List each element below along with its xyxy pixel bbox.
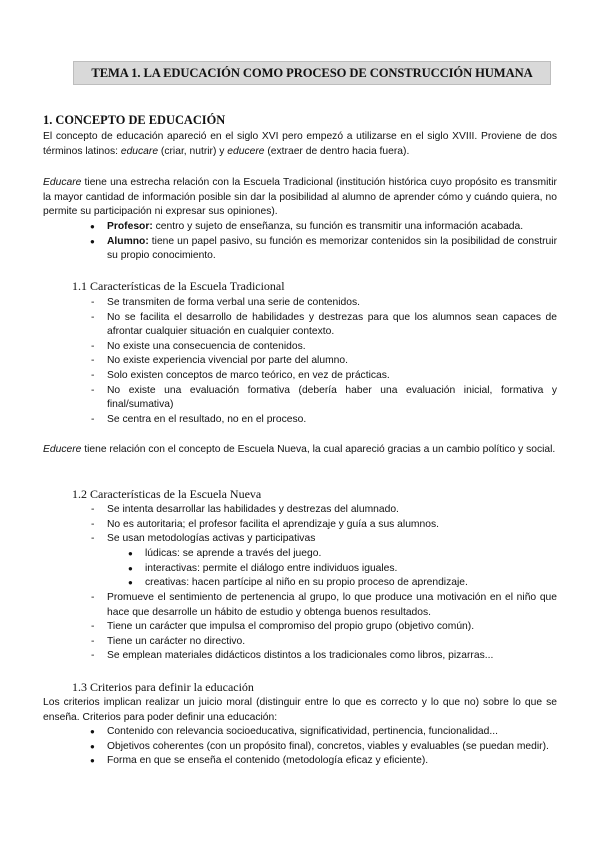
list-item: - Se intenta desarrollar las habilidades y destrezas del alumnado.: [107, 503, 557, 518]
section-heading-1: 1. CONCEPTO DE EDUCACIÓN: [43, 113, 226, 127]
new-school-list-a: [107, 503, 557, 547]
list-item: ● interactivas: permite el diálogo entre individuos iguales.: [145, 562, 557, 577]
traditional-school-list: [107, 296, 557, 427]
section-heading-1-1: 1.1 Características de la Escuela Tradicional: [72, 279, 285, 293]
criteria-intro: Los criterios implican realizar un juicio moral (distinguir entre lo que es correcto y lo que no) sobre lo que se enseña. Criterios para poder definir una educación:: [43, 697, 557, 723]
list-item: - Tiene un carácter no directivo.: [107, 635, 557, 650]
educare-paragraph: Educare tiene una estrecha relación con la Escuela Tradicional (institución histórica cuyo propósito es transmitir la mayor cantidad de información posible sin dar la posibilidad al alumno de aprender cómo y cuándo quiera, no permite su participación ni expresar sus opiniones).: [43, 177, 557, 218]
list-item: ● Contenido con relevancia socioeducativa, significatividad, pertinencia, funcionalidad...: [107, 725, 557, 740]
list-item: ● Forma en que se enseña el contenido (metodología eficaz y eficiente).: [107, 754, 557, 769]
list-item: - Promueve el sentimiento de pertenencia al grupo, lo que produce una motivación en el niño que hace que desarrolle un hábito de estudio y obtenga buenos resultados.: [107, 591, 557, 620]
methodologies-sublist: [145, 547, 557, 591]
section-heading-1-2: 1.2 Características de la Escuela Nueva: [72, 487, 262, 501]
list-item: - Se emplean materiales didácticos distintos a los tradicionales como libros, pizarras...: [107, 649, 557, 664]
list-item: ● creativas: hacen partícipe al niño en su propio proceso de aprendizaje.: [145, 576, 557, 591]
list-item: ● Objetivos coherentes (con un propósito final), concretos, viables y evaluables (se puedan medir).: [107, 740, 557, 755]
criteria-list: [107, 725, 557, 769]
document-title: TEMA 1. LA EDUCACIÓN COMO PROCESO DE CONSTRUCCIÓN HUMANA: [73, 61, 551, 85]
list-item: - No es autoritaria; el profesor facilita el aprendizaje y guía a sus alumnos.: [107, 518, 557, 533]
list-item: - No se facilita el desarrollo de habilidades y destrezas para que los alumnos sean capaces de afrontar cualquier situación en cualquier contexto.: [107, 311, 557, 340]
list-item: - Se transmiten de forma verbal una serie de contenidos.: [107, 296, 557, 311]
list-item: - No existe experiencia vivencial por parte del alumno.: [107, 354, 557, 369]
list-item: - Solo existen conceptos de marco teórico, en vez de prácticas.: [107, 369, 557, 384]
list-item: ● Alumno: tiene un papel pasivo, su función es memorizar contenidos sin la posibilidad de construir su propio conocimiento.: [107, 235, 557, 264]
intro-paragraph: El concepto de educación apareció en el siglo XVI pero empezó a utilizarse en el siglo XVIII. Proviene de dos términos latinos: educare (criar, nutrir) y educere (extraer de dentro hacia fuera).: [43, 131, 557, 157]
list-item: ● lúdicas: se aprende a través del juego.: [145, 547, 557, 562]
roles-list: [107, 220, 557, 264]
list-item: - Tiene un carácter que impulsa el compromiso del propio grupo (objetivo común).: [107, 620, 557, 635]
new-school-list-b: [107, 591, 557, 664]
list-item: - Se usan metodologías activas y participativas: [107, 532, 557, 547]
section-heading-1-3: 1.3 Criterios para definir la educación: [72, 680, 254, 694]
list-item: - Se centra en el resultado, no en el proceso.: [107, 413, 557, 428]
educere-paragraph: Educere tiene relación con el concepto de Escuela Nueva, la cual apareció gracias a un cambio político y social.: [43, 444, 556, 455]
list-item: - No existe una evaluación formativa (debería haber una evaluación inicial, formativa y final/sumativa): [107, 384, 557, 413]
list-item: - No existe una consecuencia de contenidos.: [107, 340, 557, 355]
list-item: ● Profesor: centro y sujeto de enseñanza, su función es transmitir una información acabada.: [107, 220, 557, 235]
